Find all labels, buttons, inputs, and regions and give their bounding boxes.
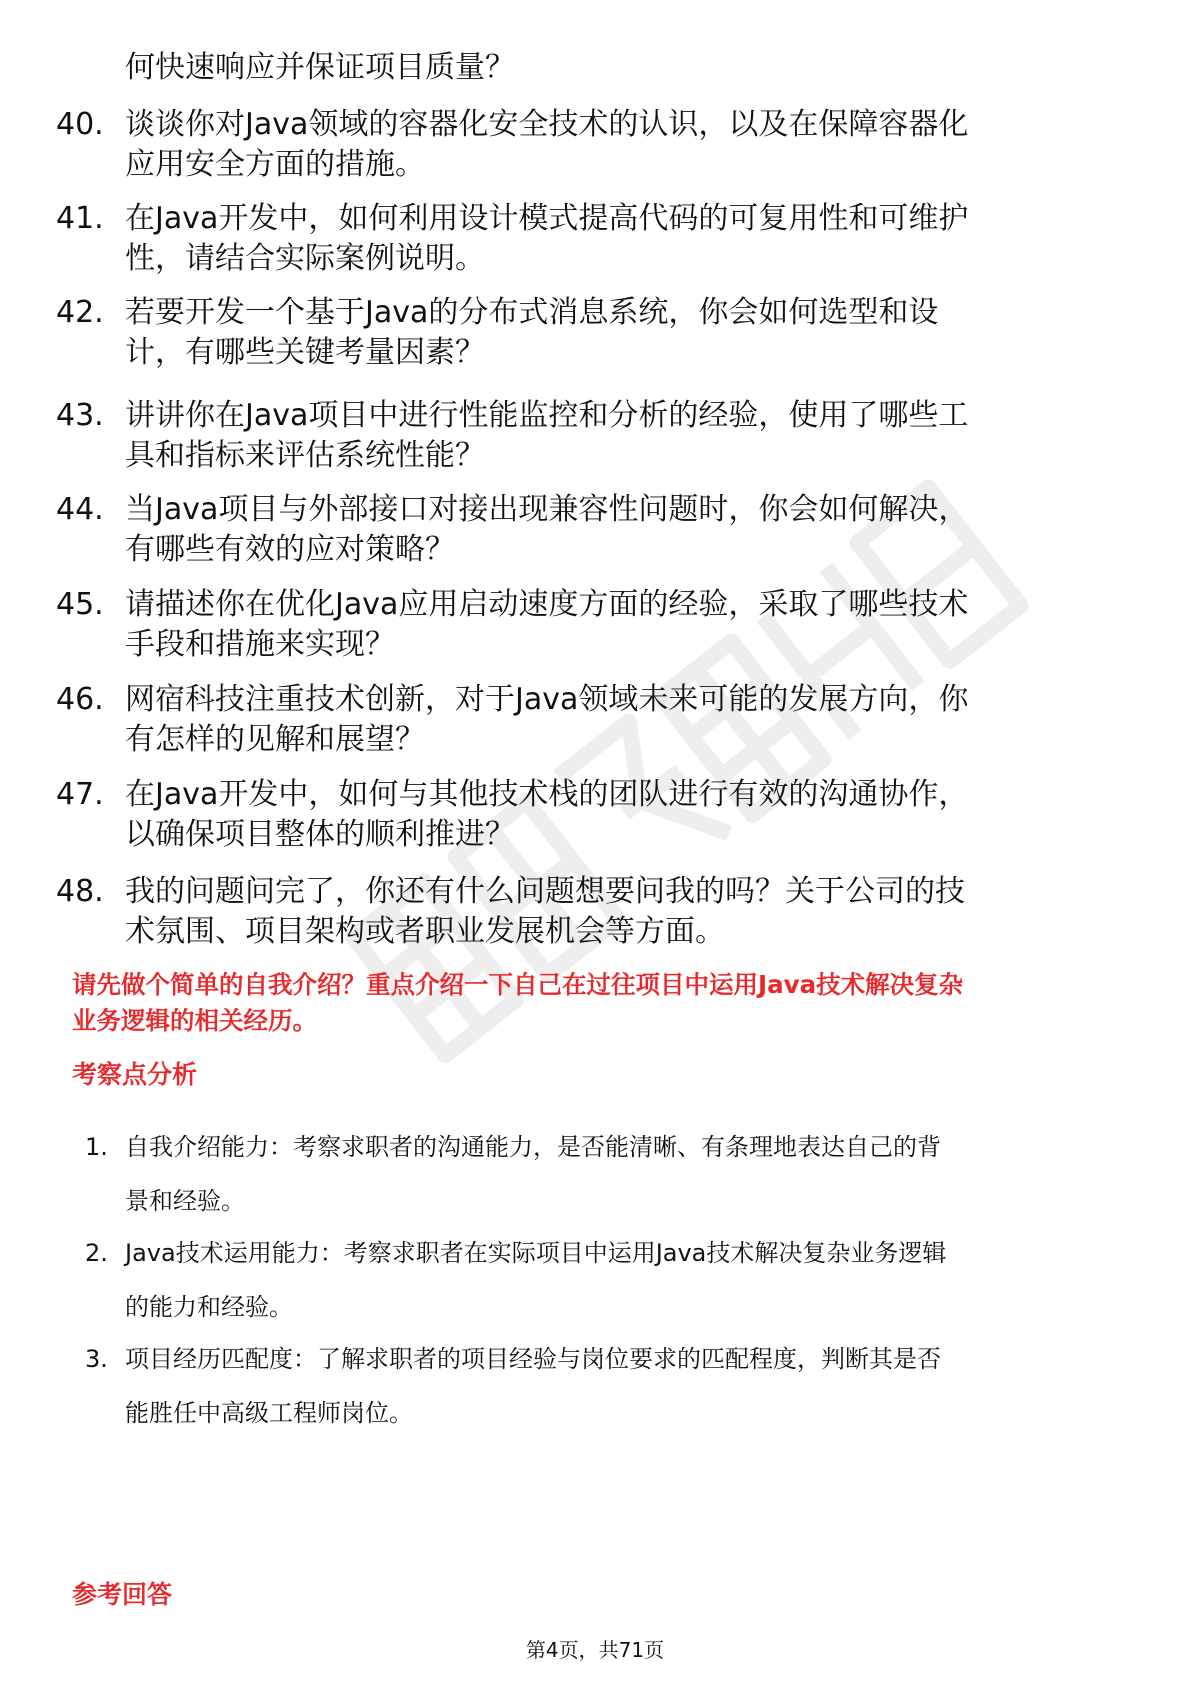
question-text-line: 讲讲你在Java项目中进行性能监控和分析的经验，使用了哪些工: [125, 398, 969, 433]
question-text-line: 我的问题问完了，你还有什么问题想要问我的吗？关于公司的技: [125, 874, 965, 909]
question-text-line: 当Java项目与外部接口对接出现兼容性问题时，你会如何解决，: [125, 492, 969, 527]
question-number: 47.: [56, 777, 104, 812]
analysis-point-line: 能胜任中高级工程师岗位。: [125, 1399, 413, 1427]
question-number: 43.: [56, 398, 104, 433]
featured-question-line: 请先做个简单的自我介绍？重点介绍一下自己在过往项目中运用Java技术解决复杂: [72, 970, 964, 999]
analysis-point-number: 2.: [85, 1239, 108, 1267]
question-text-line: 在Java开发中，如何与其他技术栈的团队进行有效的沟通协作，: [125, 777, 969, 812]
analysis-point-line: 自我介绍能力：考察求职者的沟通能力，是否能清晰、有条理地表达自己的背: [125, 1133, 941, 1161]
analysis-point-number: 3.: [85, 1345, 108, 1373]
question-text-line: 应用安全方面的措施。: [125, 147, 425, 182]
analysis-point-line: 项目经历匹配度：了解求职者的项目经验与岗位要求的匹配程度，判断其是否: [125, 1345, 941, 1373]
analysis-point-number: 1.: [85, 1133, 108, 1161]
question-text-line: 以确保项目整体的顺利推进？: [125, 817, 515, 852]
question-text-line: 谈谈你对Java领域的容器化安全技术的认识，以及在保障容器化: [125, 107, 969, 142]
question-text-line: 有怎样的见解和展望？: [125, 722, 425, 757]
question-number: 42.: [56, 295, 104, 330]
question-number: 45.: [56, 587, 104, 622]
question-text-line: 在Java开发中，如何利用设计模式提高代码的可复用性和可维护: [125, 201, 969, 236]
question-text-line: 性，请结合实际案例说明。: [125, 241, 485, 276]
question-text-line: 请描述你在优化Java应用启动速度方面的经验，采取了哪些技术: [125, 587, 969, 622]
question-text-line: 若要开发一个基于Java的分布式消息系统，你会如何选型和设: [125, 295, 939, 330]
reference-answer-heading: 参考回答: [72, 1580, 173, 1609]
question-number: 46.: [56, 682, 104, 717]
question-text-line: 何快速响应并保证项目质量？: [125, 50, 515, 85]
analysis-point-line: 的能力和经验。: [125, 1293, 293, 1321]
page-footer: 第4页，共71页: [525, 1638, 665, 1662]
question-number: 48.: [56, 874, 104, 909]
question-number: 41.: [56, 201, 104, 236]
question-number: 44.: [56, 492, 104, 527]
question-text-line: 网宿科技注重技术创新，对于Java领域未来可能的发展方向，你: [125, 682, 969, 717]
featured-question-line: 业务逻辑的相关经历。: [72, 1006, 317, 1035]
analysis-point-line: 景和经验。: [125, 1187, 245, 1215]
analysis-heading: 考察点分析: [72, 1060, 198, 1089]
question-text-line: 手段和措施来实现？: [125, 627, 395, 662]
question-text-line: 术氛围、项目架构或者职业发展机会等方面。: [125, 914, 725, 949]
analysis-point-line: Java技术运用能力：考察求职者在实际项目中运用Java技术解决复杂业务逻辑: [125, 1239, 947, 1267]
question-text-line: 有哪些有效的应对策略？: [125, 532, 455, 567]
question-text-line: 计，有哪些关键考量因素？: [125, 335, 485, 370]
question-number: 40.: [56, 107, 104, 142]
question-text-line: 具和指标来评估系统性能？: [125, 438, 485, 473]
